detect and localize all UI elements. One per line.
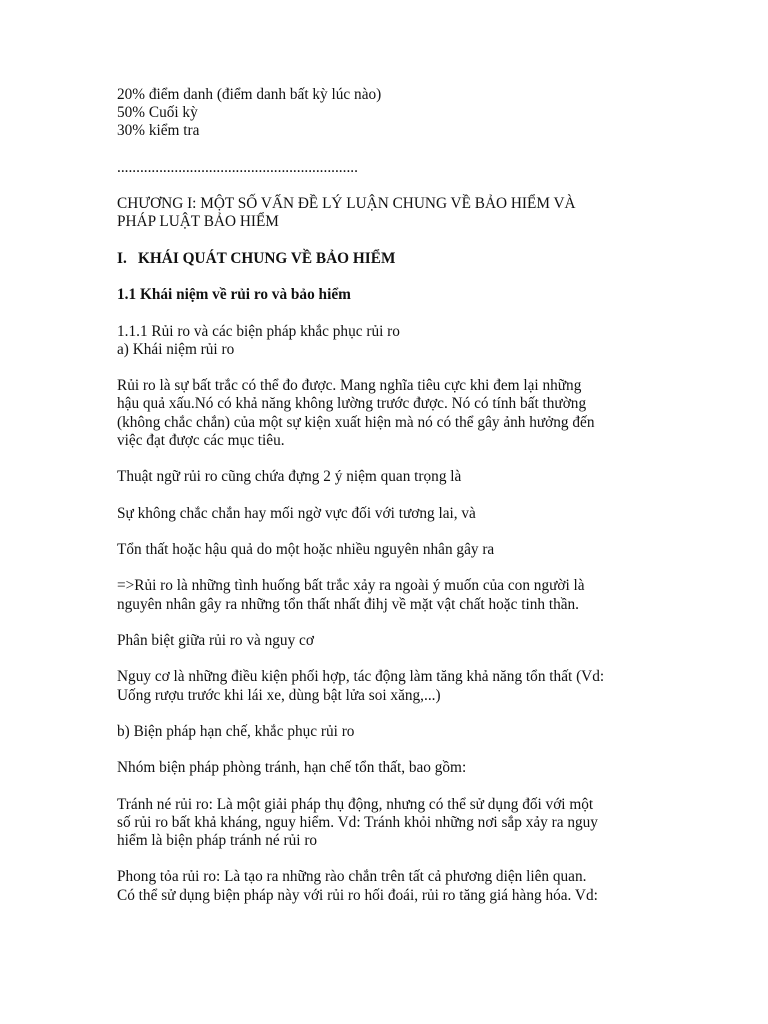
section-heading-1-1-1: 1.1.1 Rủi ro và các biện pháp khắc phục rủi ro bbox=[117, 322, 400, 340]
chapter-title-line-1: CHƯƠNG I: MỘT SỐ VẤN ĐỀ LÝ LUẬN CHUNG VỀ BẢO HIỂM VÀ bbox=[117, 195, 576, 213]
paragraph-uncertainty: Sự không chắc chắn hay mối ngờ vực đối với tương lai, và bbox=[117, 504, 476, 522]
grading-list bbox=[117, 86, 657, 141]
paragraph-line: Rủi ro là sự bất trắc có thể đo được. Mang nghĩa tiêu cực khi đem lại những bbox=[117, 377, 582, 395]
separator-line bbox=[117, 159, 657, 177]
paragraph-line: Nguy cơ là những điều kiện phối hợp, tác động làm tăng khả năng tổn thất (Vd: bbox=[117, 668, 605, 686]
paragraph-term: Thuật ngữ rủi ro cũng chứa đựng 2 ý niệm quan trọng là bbox=[117, 468, 462, 486]
grading-attendance: 20% điểm danh (điểm danh bất kỳ lúc nào) bbox=[117, 86, 382, 103]
paragraph-line: Phong tỏa rủi ro: Là tạo ra những rào chắn trên tất cả phương diện liên quan. bbox=[117, 868, 587, 886]
grading-final: 50% Cuối kỳ bbox=[117, 104, 198, 122]
section-heading-1-1: 1.1 Khái niệm về rủi ro và bảo hiểm bbox=[117, 286, 351, 304]
paragraph-line: hậu quả xấu.Nó có khả năng không lường trước được. Nó có tính bất thường bbox=[117, 395, 587, 413]
section-heading-1 bbox=[117, 250, 657, 268]
sub-heading-a: a) Khái niệm rủi ro bbox=[117, 340, 235, 358]
subsection-block bbox=[117, 323, 657, 359]
grading-test: 30% kiểm tra bbox=[117, 122, 200, 140]
paragraph-conclusion bbox=[117, 577, 657, 613]
chapter-title-line-2: PHÁP LUẬT BẢO HIỂM bbox=[117, 213, 279, 231]
sub-heading-b: b) Biện pháp hạn chế, khắc phục rủi ro bbox=[117, 722, 355, 740]
paragraph-block bbox=[117, 868, 657, 904]
paragraph-line: (không chắc chắn) của một sự kiện xuất hiện mà nó có thể gây ảnh hưởng đến bbox=[117, 413, 595, 431]
document-page bbox=[117, 86, 657, 905]
section-title: KHÁI QUÁT CHUNG VỀ BẢO HIỂM bbox=[138, 249, 396, 267]
paragraph-line: Có thể sử dụng biện pháp này với rủi ro hối đoái, rủi ro tăng giá hàng hóa. Vd: bbox=[117, 886, 598, 904]
paragraph-line: Uống rượu trước khi lái xe, dùng bật lửa soi xăng,...) bbox=[117, 686, 441, 704]
paragraph-loss: Tổn thất hoặc hậu quả do một hoặc nhiều nguyên nhân gây ra bbox=[117, 540, 495, 558]
dotted-separator: ............................................................... bbox=[117, 158, 358, 176]
paragraph-avoid bbox=[117, 796, 657, 851]
paragraph-line: Tránh né rủi ro: Là một giải pháp thụ động, nhưng có thể sử dụng đối với một bbox=[117, 795, 594, 813]
paragraph-line: số rủi ro bất khả kháng, nguy hiểm. Vd: Tránh khỏi những nơi sắp xảy ra nguy bbox=[117, 813, 598, 831]
chapter-title bbox=[117, 195, 657, 231]
section-number: I. bbox=[117, 249, 127, 267]
paragraph-group: Nhóm biện pháp phòng tránh, hạn chế tổn thất, bao gồm: bbox=[117, 759, 467, 777]
paragraph-line: nguyên nhân gây ra những tổn thất nhất đihj về mặt vật chất hoặc tinh thần. bbox=[117, 595, 579, 613]
paragraph-line: =>Rủi ro là những tình huống bất trắc xảy ra ngoài ý muốn của con người là bbox=[117, 577, 585, 595]
paragraph-line: hiểm là biện pháp tránh né rủi ro bbox=[117, 832, 318, 850]
paragraph-distinguish: Phân biệt giữa rủi ro và nguy cơ bbox=[117, 631, 314, 649]
paragraph-line: việc đạt được các mục tiêu. bbox=[117, 431, 285, 449]
paragraph-hazard bbox=[117, 668, 657, 704]
paragraph-risk-definition bbox=[117, 377, 657, 450]
